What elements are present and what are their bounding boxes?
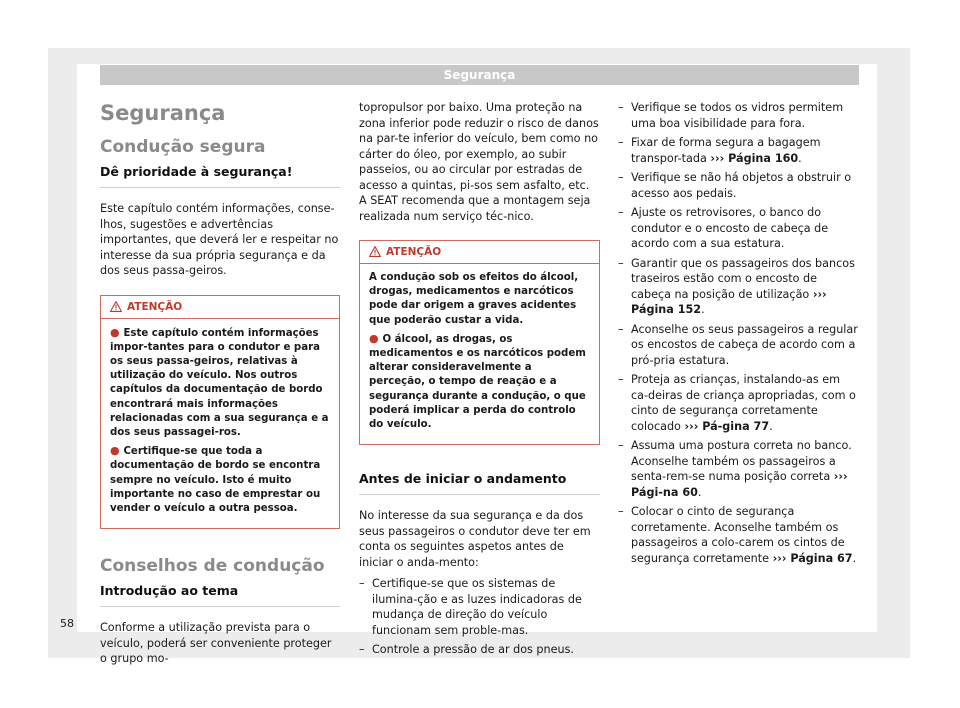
section-title: Conselhos de condução xyxy=(100,556,325,577)
warning-header xyxy=(360,241,599,264)
column-middle xyxy=(359,100,600,662)
chapter-title: Segurança xyxy=(100,101,226,125)
page-reference-link[interactable]: ››› Página 152 xyxy=(631,287,827,316)
bullet-icon: ● xyxy=(110,444,124,458)
warning-item: ● Certifique-se que toda a documentação de bordo se encontra sempre no veículo. Isto é muito importante no caso de emprestar ou vender o veículo a outra pessoa. xyxy=(110,444,321,514)
warning-box xyxy=(100,295,340,530)
list-item: – Colocar o cinto de segurança corretamente. Aconselhe também os passageiros a colo-carem os cintos de segurança corretamente ››› Página 67. xyxy=(618,505,857,565)
list-item: – Proteja as crianças, instalando-as em ca-deiras de criança apropriadas, com o cinto de segurança corretamente colocado ››› Pá-gina 77. xyxy=(618,373,856,433)
subsection-title: Dê prioridade à segurança! xyxy=(100,164,340,188)
list-item: – Ajuste os retrovisores, o banco do condutor e o encosto de cabeça de acordo com a sua estatura. xyxy=(618,206,829,250)
paragraph: Conforme a utilização prevista para o veículo, poderá ser conveniente proteger o grupo mo- xyxy=(100,621,332,666)
warning-item: A condução sob os efeitos do álcool, drogas, medicamentos e narcóticos pode dar origem a graves acidentes que poderão custar a vida. xyxy=(369,272,579,326)
warning-label: ATENÇÃO xyxy=(386,246,442,258)
warning-item: ● O álcool, as drogas, os medicamentos e os narcóticos podem alterar consideravelmente a perceção, o tempo de reação e a segurança durante a condução, o que poderá implicar a perda do controlo do veículo. xyxy=(369,331,586,431)
list-item: – Garantir que os passageiros dos bancos traseiros estão com o encosto de cabeça na posição de utilização ››› Página 152. xyxy=(618,256,855,316)
list-item: – Certifique-se que os sistemas de ilumina-ção e as luzes indicadoras de mudança de direção do veículo funcionam sem proble-mas. xyxy=(359,577,582,637)
page-reference-link[interactable]: ››› Pági-na 60 xyxy=(631,470,848,499)
page-number: 58 xyxy=(60,617,74,630)
checklist xyxy=(359,576,600,658)
page-reference-link[interactable]: ››› Página 160 xyxy=(710,151,799,165)
warning-box xyxy=(359,240,600,445)
subsection-title: Antes de iniciar o andamento xyxy=(359,471,600,495)
list-item: – Controle a pressão de ar dos pneus. xyxy=(359,643,574,657)
checklist xyxy=(618,100,859,566)
warning-item: ● Este capítulo contém informações impor-tantes para o condutor e para os seus passa-geiros, relativas à utilização do veículo. Nos outros capítulos da documentação de bordo encontrará mais informações relacionadas com a sua segurança e a dos seus passagei-ros. xyxy=(110,325,329,438)
list-item: – Verifique se não há objetos a obstruir o acesso aos pedais. xyxy=(618,171,852,200)
list-item: – Assuma uma postura correta no banco. Aconselhe também os passageiros a senta-rem-se numa posição correta ››› Pági-na 60. xyxy=(618,439,852,499)
warning-icon xyxy=(110,301,122,312)
column-left xyxy=(100,100,340,667)
list-item: – Fixar de forma segura a bagagem transpor-tada ››› Página 160. xyxy=(618,136,821,165)
list-item: – Aconselhe os seus passageiros a regular os encostos de cabeça de acordo com a pró-pria estatura. xyxy=(618,322,858,367)
bullet-icon: ● xyxy=(369,331,383,345)
section-title: Condução segura xyxy=(100,137,266,157)
page-reference-link[interactable]: ››› Pá-gina 77 xyxy=(684,419,770,433)
warning-header xyxy=(101,296,339,319)
bullet-icon: ● xyxy=(110,325,124,339)
page-reference-link[interactable]: ››› Página 67 xyxy=(772,551,853,565)
warning-icon xyxy=(369,246,381,257)
running-header: Segurança xyxy=(100,65,859,85)
paragraph: No interesse da sua segurança e da dos seus passageiros o condutor deve ter em conta os seguintes aspetos antes de iniciar o anda-mento: xyxy=(359,509,591,569)
column-right xyxy=(618,100,859,570)
warning-label: ATENÇÃO xyxy=(127,300,183,313)
paragraph: topropulsor por baixo. Uma proteção na zona inferior pode reduzir o risco de danos na par-te inferior do veículo, bem como no cárter do óleo, por exemplo, ao subir passeios, ou ao circular por estradas de acesso a quintas, pi-sos sem asfalto, etc. A SEAT recomenda que a montagem seja realizada num serviço téc-nico. xyxy=(359,101,599,223)
subsection-title: Introdução ao tema xyxy=(100,583,340,607)
list-item: – Verifique se todos os vidros permitem uma boa visibilidade para fora. xyxy=(618,101,844,130)
intro-paragraph: Este capítulo contém informações, conse-lhos, sugestões e advertências importantes, que deverá ler e respeitar no interesse da sua própria segurança e da dos seus passa-geiros. xyxy=(100,202,339,277)
